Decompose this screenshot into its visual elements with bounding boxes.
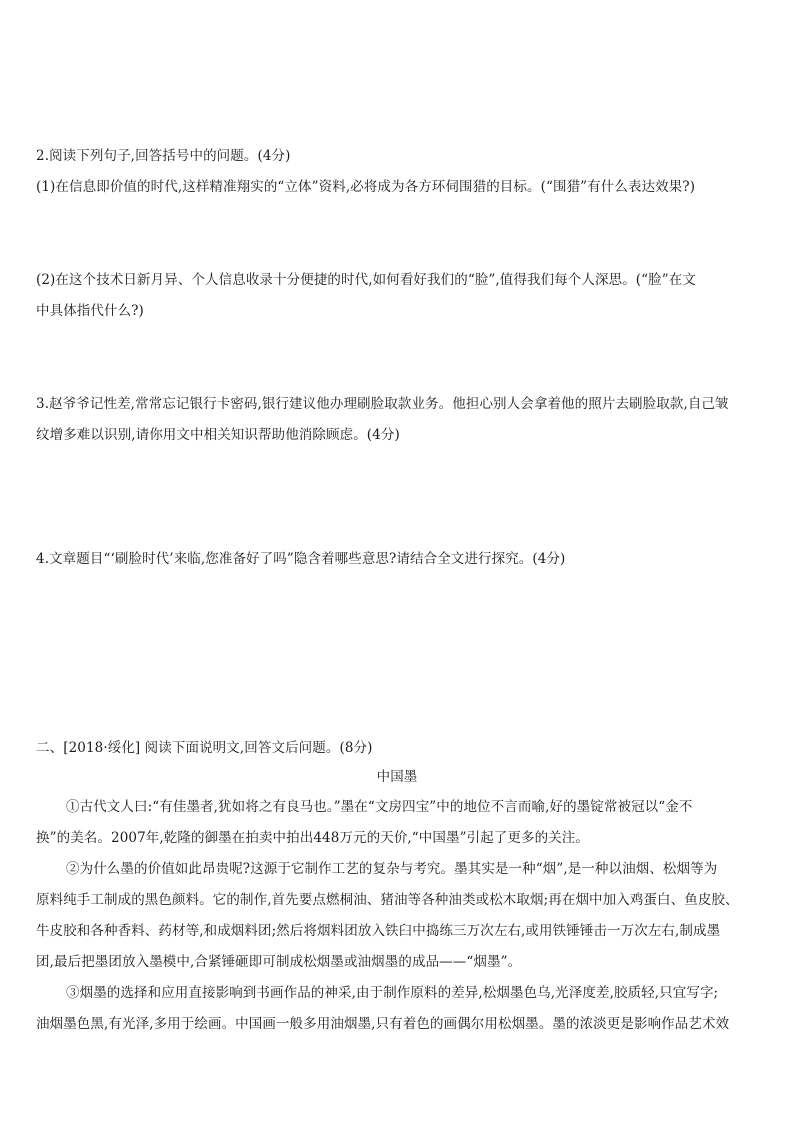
paragraph-3-line-2: 油烟墨色黑,有光泽,多用于绘画。中国画一般多用油烟墨,只有着色的画偶尔用松烟墨。墨的浓淡更是影响作品艺术效 [36, 1016, 730, 1032]
paragraph-2-line-3: 牛皮胶和各种香料、药材等,和成烟料团;然后将烟料团放入铁臼中捣练三万次左右,或用铁锤锤击一万次左右,制成墨 [36, 923, 721, 939]
question-2-sub-2-line-1: (2)在这个技术日新月异、个人信息收录十分便捷的时代,如何看好我们的“脸”,值得我们每个人深思。(“脸”在文 [36, 272, 696, 288]
paragraph-2-line-4: 团,最后把墨团放入墨模中,合紧锤砸即可制成松烟墨或油烟墨的成品——“烟墨”。 [36, 954, 522, 970]
paragraph-1-line-2: 换”的美名。2007年,乾隆的御墨在拍卖中拍出448万元的天价,“中国墨”引起了更多的关注。 [36, 830, 590, 846]
article-title: 中国墨 [376, 769, 418, 785]
section-heading: 二、[2018·绥化] 阅读下面说明文,回答文后问题。(8分) [36, 740, 373, 756]
question-3-line-2: 纹增多难以识别,请你用文中相关知识帮助他消除顾虑。(4分) [36, 427, 400, 443]
question-2-sub-1: (1)在信息即价值的时代,这样精准翔实的“立体”资料,必将成为各方环伺围猎的目标。(“围猎”有什么表达效果?) [36, 179, 696, 195]
question-2-sub-2-line-2: 中具体指代什么?) [36, 303, 144, 319]
question-2-stem: 2.阅读下列句子,回答括号中的问题。(4分) [36, 148, 291, 164]
question-4-line-1: 4.文章题目“‘刷脸时代’来临,您准备好了吗”隐含着哪些意思?请结合全文进行探究。(4分) [36, 551, 566, 567]
paragraph-1-line-1: ①古代文人曰:“有佳墨者,犹如将之有良马也。”墨在“文房四宝”中的地位不言而喻,好的墨锭常被冠以“金不 [66, 799, 693, 815]
paragraph-2-line-2: 原料纯手工制成的黑色颜料。它的制作,首先要点燃桐油、猪油等各种油类或松木取烟;再在烟中加入鸡蛋白、鱼皮胶、 [36, 892, 739, 908]
paragraph-3-line-1: ③烟墨的选择和应用直接影响到书画作品的神采,由于制作原料的差异,松烟墨色乌,光泽度差,胶质轻,只宜写字; [66, 985, 719, 1001]
question-3-line-1: 3.赵爷爷记性差,常常忘记银行卡密码,银行建议他办理刷脸取款业务。他担心别人会拿着他的照片去刷脸取款,自己皱 [36, 396, 729, 412]
paragraph-2-line-1: ②为什么墨的价值如此昂贵呢?这源于它制作工艺的复杂与考究。墨其实是一种“烟”,是一种以油烟、松烟等为 [66, 861, 718, 877]
